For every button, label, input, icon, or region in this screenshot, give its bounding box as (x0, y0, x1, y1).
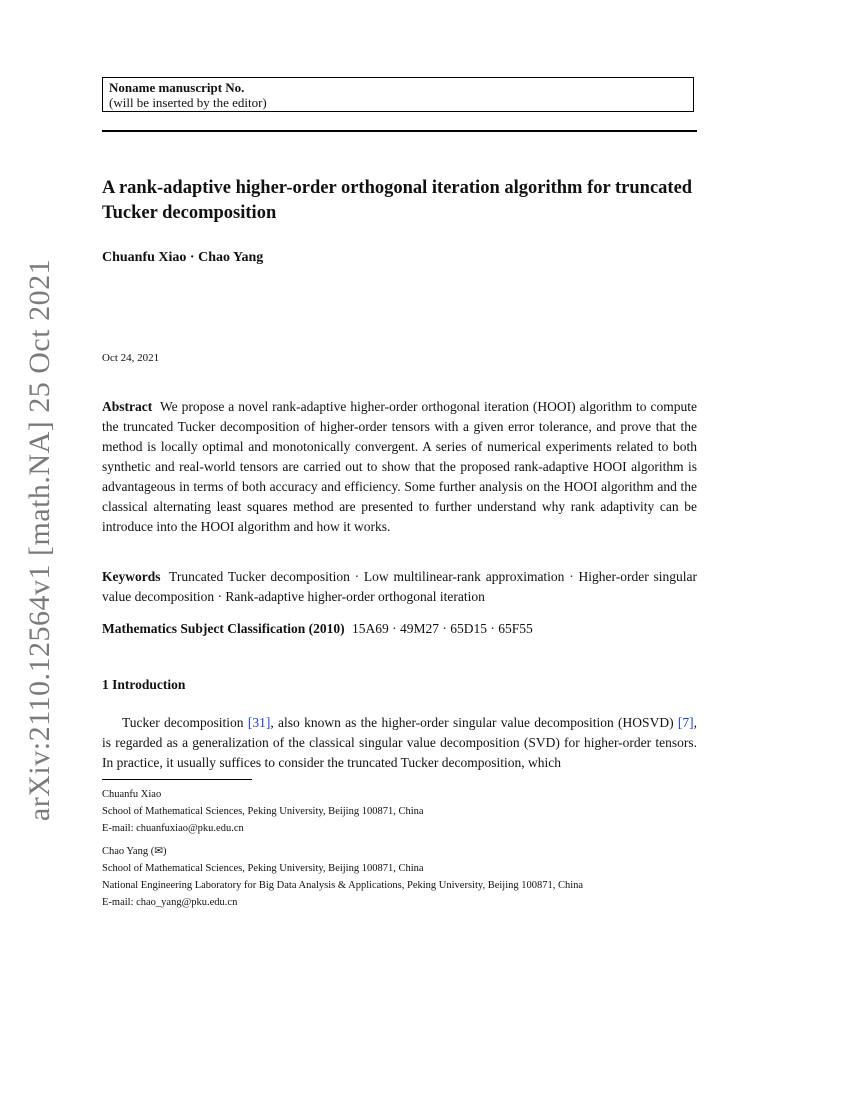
section-heading-introduction: 1 Introduction (102, 677, 186, 692)
footnote-rule (102, 779, 252, 780)
msc-classification (102, 619, 697, 639)
arxiv-side-stamp (10, 258, 70, 822)
footnote-author-1 (102, 786, 702, 837)
arxiv-stamp-text: arXiv:2110.12564v1 [math.NA] 25 Oct 2021 (23, 258, 57, 822)
footnote-affiliation: School of Mathematical Sciences, Peking University, Beijing 100871, China (102, 806, 424, 817)
abstract-text: We propose a novel rank-adaptive higher-order orthogonal iteration (HOOI) algorithm to compute the truncated Tucker decomposition of higher-order tensors with a given error tolerance, and prove that the method is locally optimal and monotonically convergent. A series of numerical experiments related to both synthetic and real-world tensors are carried out to show that the proposed rank-adaptive HOOI algorithm is advantageous in terms of both accuracy and efficiency. Some further analysis on the HOOI algorithm and the classical alternating least squares method are presented to further understand why rank adaptivity can be introduce into the HOOI algorithm and how it works. (102, 399, 697, 534)
footnote-affiliation-2: National Engineering Laboratory for Big Data Analysis & Applications, Peking University, Beijing 100871, China (102, 880, 584, 891)
keywords-label: Keywords (102, 569, 161, 584)
intro-text-a: Tucker decomposition (122, 715, 248, 730)
footnote-author-2 (102, 843, 702, 911)
manuscript-number-label: Noname manuscript No. (109, 80, 245, 95)
intro-text-c: , is regarded as a generalization of the classical singular value decomposition (SVD) for higher-order tensors. In practice, it usually suffices to consider the truncated Tucker decomposition, which (102, 715, 697, 770)
author-footnotes (102, 786, 702, 917)
header-rule (102, 130, 697, 132)
footnote-email: E-mail: chao_yang@pku.edu.cn (102, 897, 238, 908)
keywords-text: Truncated Tucker decomposition · Low multilinear-rank approximation · Higher-order singular value decomposition · Rank-adaptive higher-order orthogonal iteration (102, 569, 697, 604)
paper-title: A rank-adaptive higher-order orthogonal iteration algorithm for truncated Tucker decomposition (102, 178, 693, 223)
citation-link-7[interactable]: [7] (677, 715, 694, 730)
keywords (102, 567, 697, 607)
abstract-label: Abstract (102, 399, 153, 414)
citation-link-31[interactable]: [31] (247, 715, 271, 730)
paper-date: Oct 24, 2021 (102, 352, 160, 364)
editor-note: (will be inserted by the editor) (109, 95, 267, 110)
abstract (102, 397, 697, 537)
author-list: Chuanfu Xiao · Chao Yang (102, 250, 264, 265)
introduction-paragraph (102, 713, 697, 773)
intro-text-b: , also known as the higher-order singular value decomposition (HOSVD) (270, 715, 678, 730)
msc-label: Mathematics Subject Classification (2010) (102, 621, 345, 636)
footnote-affiliation: School of Mathematical Sciences, Peking University, Beijing 100871, China (102, 863, 424, 874)
msc-codes: 15A69 · 49M27 · 65D15 · 65F55 (351, 621, 533, 636)
footnote-email: E-mail: chuanfuxiao@pku.edu.cn (102, 823, 244, 834)
footnote-name: Chao Yang (✉) (102, 846, 167, 857)
footnote-name: Chuanfu Xiao (102, 789, 162, 800)
manuscript-header-box (102, 77, 694, 112)
